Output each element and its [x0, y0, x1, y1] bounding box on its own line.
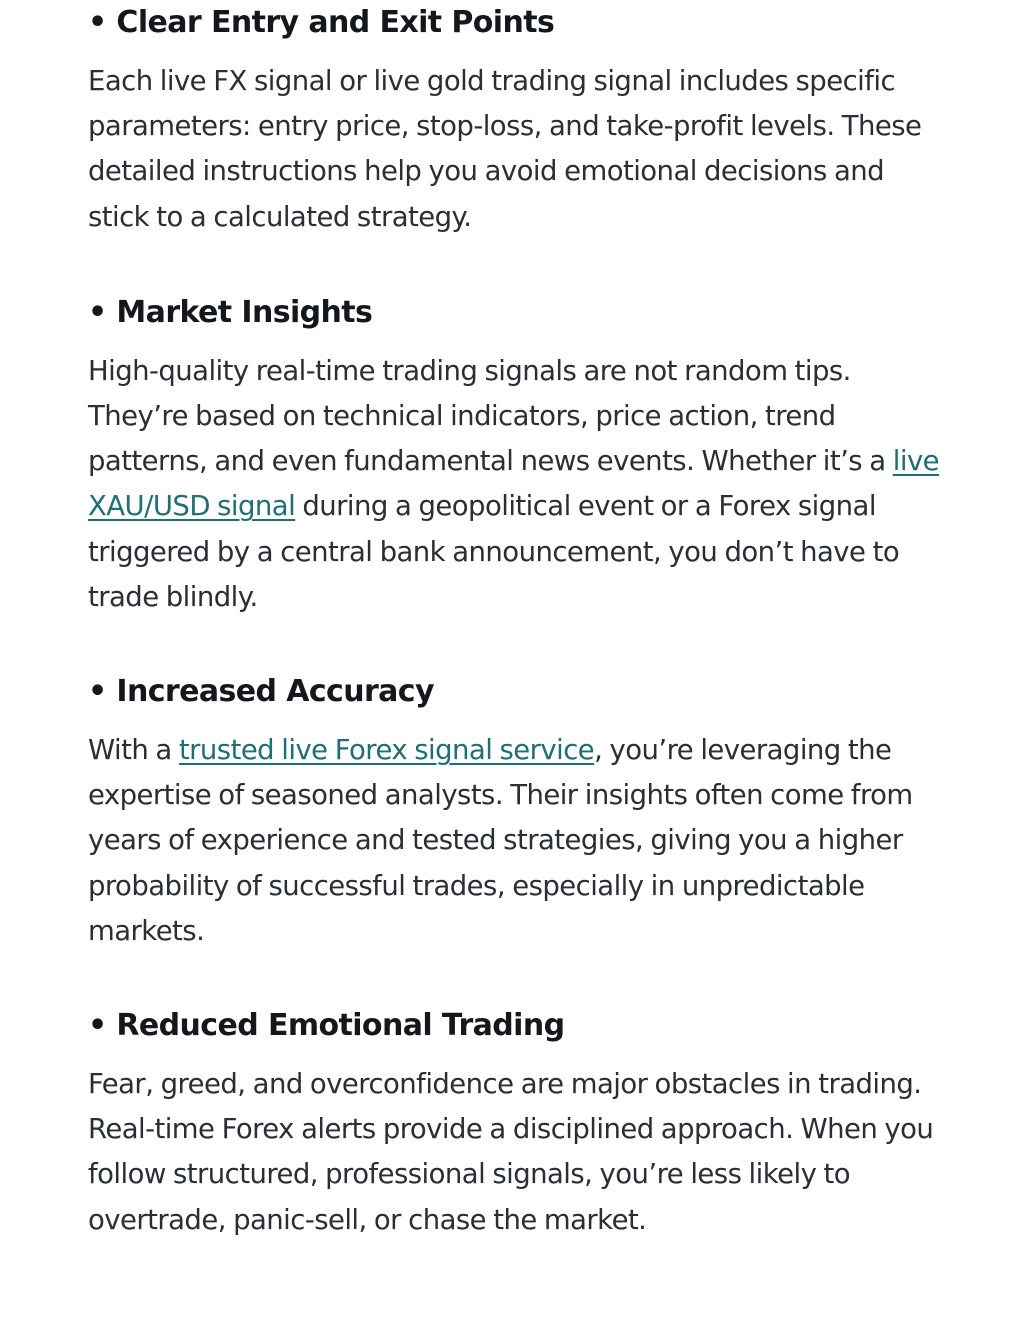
- paragraph-text: High-quality real-time trading signals are not random tips. They’re based on technical indicators, price action, trend patterns, and even fundamental news events. Whether it’s a: [88, 354, 893, 478]
- section-paragraph: Each live FX signal or live gold trading signal includes specific parameters: entry price, stop-loss, and take-profit levels. These detailed instructions help you avoid emotional decisions and stick to a calculated strategy.: [88, 65, 922, 233]
- section-heading: • Increased Accuracy: [88, 674, 434, 710]
- section-clear-entry-exit: [88, 0, 948, 240]
- paragraph-text: during a geopolitical event or a Forex signal triggered by a central bank announcement, you don’t have to trade blindly.: [88, 490, 900, 613]
- article-content: [88, 0, 948, 1243]
- section-paragraph: [88, 349, 948, 620]
- section-reduced-emotional-trading: [88, 1003, 948, 1243]
- section-paragraph: Fear, greed, and overconfidence are major obstacles in trading. Real-time Forex alerts provide a disciplined approach. When you follow structured, professional signals, you’re less likely to overtrade, panic-sell, or chase the market.: [88, 1068, 934, 1236]
- paragraph-text: , you’re leveraging the expertise of seasoned analysts. Their insights often come from years of experience and tested strategies, giving you a higher probability of successful trades, especially in unpredictable markets.: [88, 734, 913, 947]
- section-market-insights: [88, 290, 948, 620]
- section-increased-accuracy: [88, 669, 948, 954]
- section-heading: • Clear Entry and Exit Points: [88, 5, 555, 40]
- section-heading: • Market Insights: [88, 294, 373, 330]
- section-paragraph: [88, 728, 948, 954]
- trusted-forex-signal-service-link[interactable]: trusted live Forex signal service: [178, 734, 595, 767]
- paragraph-text: With a: [88, 734, 179, 767]
- live-xauusd-signal-link[interactable]: live XAU/USD signal: [88, 445, 940, 523]
- section-heading: • Reduced Emotional Trading: [88, 1008, 565, 1044]
